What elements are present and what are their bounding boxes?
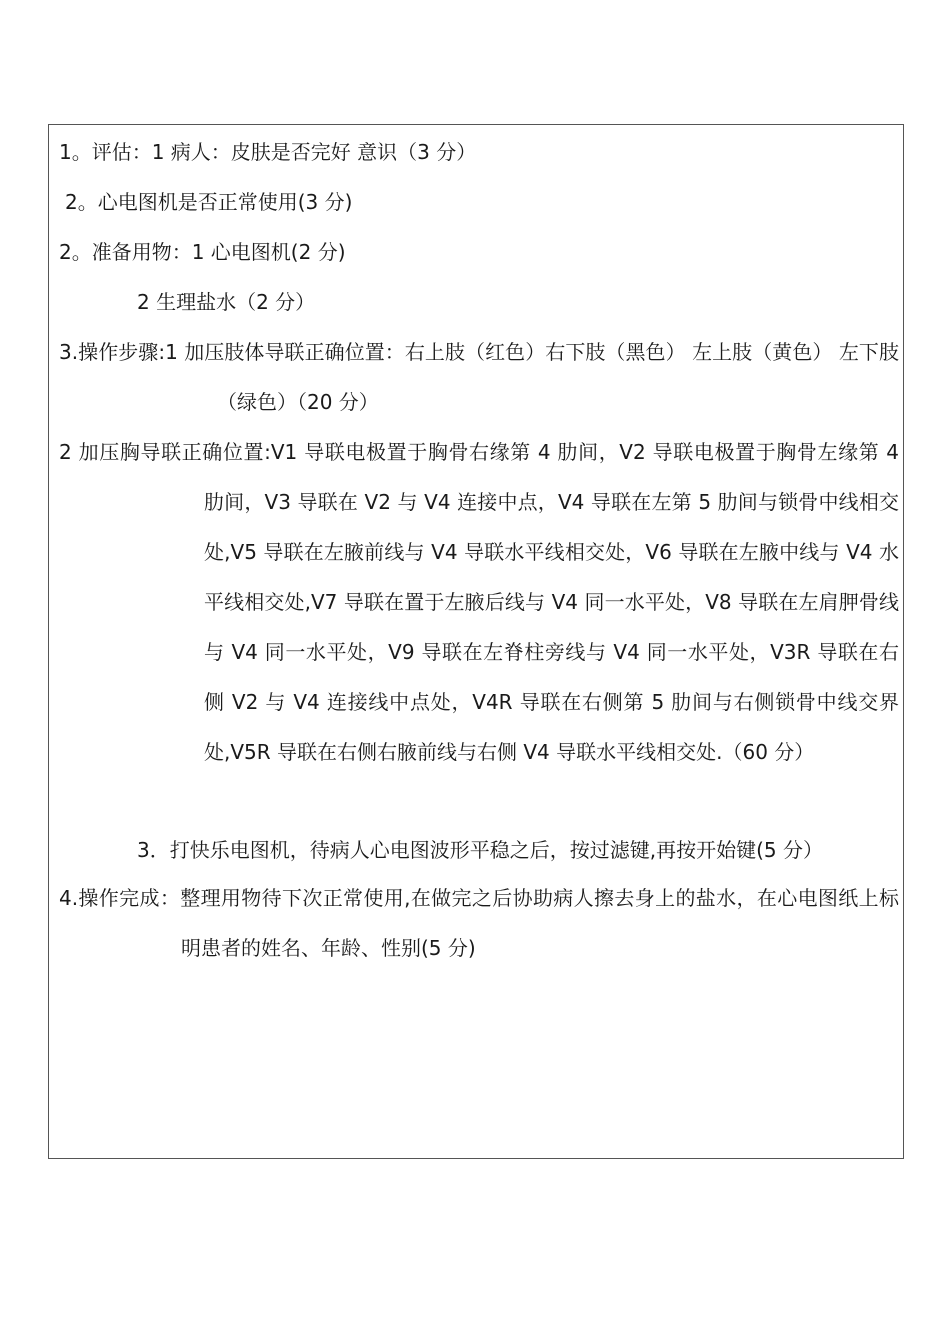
procedure-text-box bbox=[48, 124, 904, 1159]
assessment-item-2: 2。心电图机是否正常使用(3 分) bbox=[65, 190, 353, 214]
chest-leads-step: 2 加压胸导联正确位置:V1 导联电极置于胸骨右缘第 4 肋间，V2 导联电极置于胸骨左缘第 4 肋间，V3 导联在 V2 与 V4 连接中点，V4 导联在左第 5 肋间与锁骨中线相交处,V5 导联在左腋前线与 V4 导联水平线相交处，V6 导联在左腋中线与 V4 水平线相交处,V7 导联在置于左腋后线与 V4 同一水平处，V8 导联在左肩胛骨线与 V4 同一水平处，V9 导联在左脊柱旁线与 V4 同一水平处，V3R 导联在右侧 V2 与 V4 连接线中点处，V4R 导联在右侧第 5 肋间与右侧锁骨中线交界处,V5R 导联在右侧右腋前线与右侧 V4 导联水平线相交处.（60 分） bbox=[59, 440, 899, 764]
assessment-title: 1。评估：1 病人：皮肤是否完好 意识（3 分） bbox=[59, 140, 477, 164]
completion-step: 4.操作完成：整理用物待下次正常使用,在做完之后协助病人擦去身上的盐水，在心电图纸上标明患者的姓名、年龄、性别(5 分) bbox=[59, 886, 899, 960]
start-machine-step: 3．打快乐电图机，待病人心电图波形平稳之后，按过滤键,再按开始键(5 分） bbox=[137, 838, 823, 862]
limb-leads-step: 3.操作步骤:1 加压肢体导联正确位置：右上肢（红色）右下肢（黑色） 左上肢（黄色） 左下肢（绿色）（20 分） bbox=[59, 340, 899, 414]
preparation-title: 2。准备用物：1 心电图机(2 分) bbox=[59, 240, 346, 264]
preparation-item-2: 2 生理盐水（2 分） bbox=[137, 290, 316, 314]
